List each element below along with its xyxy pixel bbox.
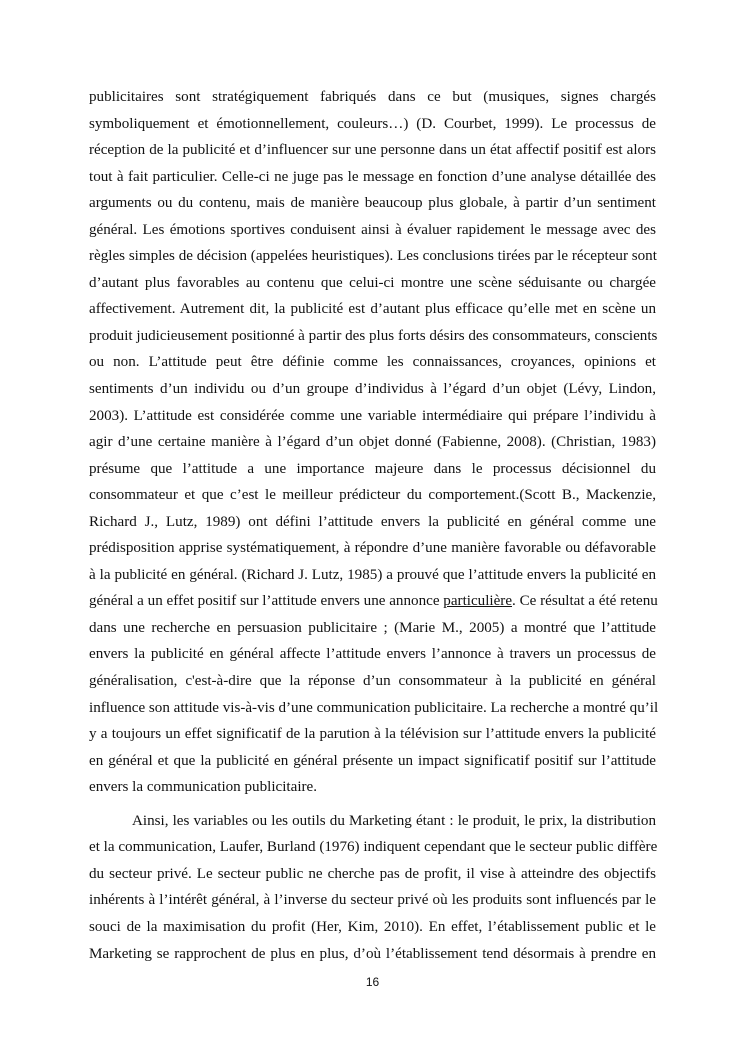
text-line: en général et que la publicité en général présente un impact significatif positif sur l’attitude bbox=[89, 752, 656, 769]
text-line: symboliquement et émotionnellement, couleurs…) (D. Courbet, 1999). Le processus de bbox=[89, 115, 656, 132]
text-line: 2003). L’attitude est considérée comme une variable intermédiaire qui prépare l’individu à bbox=[89, 407, 656, 424]
text-line: et la communication, Laufer, Burland (1976) indiquent cependant que le secteur public diffère bbox=[89, 839, 658, 856]
line-segment: . Ce résultat a été retenu bbox=[512, 593, 658, 610]
text-line: publicitaires sont stratégiquement fabriqués dans ce but (musiques, signes chargés bbox=[89, 89, 656, 105]
text-line: arguments ou du contenu, mais de manière beaucoup plus globale, à partir d’un sentiment bbox=[89, 195, 656, 212]
paragraph-first-line: Ainsi, les variables ou les outils du Marketing étant : le produit, le prix, la distribution bbox=[132, 812, 656, 829]
text-line: inhérents à l’intérêt général, à l’inverse du secteur privé où les produits sont influencés par le bbox=[89, 892, 656, 909]
text-line: tout à fait particulier. Celle-ci ne juge pas le message en fonction d’une analyse détaillée des bbox=[89, 168, 656, 185]
text-line: du secteur privé. Le secteur public ne cherche pas de profit, il vise à atteindre des objectifs bbox=[89, 865, 656, 882]
text-line: sentiments d’un individu ou d’un groupe d’individus à l’égard d’un objet (Lévy, Lindon, bbox=[89, 381, 656, 398]
underlined-word: particulière bbox=[443, 593, 513, 610]
text-line: envers la communication publicitaire. bbox=[89, 779, 318, 796]
text-line: prédisposition apprise systématiquement, à répondre d’une manière favorable ou défavorable bbox=[89, 540, 656, 557]
text-line: généralisation, c'est-à-dire que la réponse d’un consommateur à la publicité en général bbox=[89, 673, 656, 690]
text-line: d’autant plus favorables au contenu que celui-ci montre une scène séduisante ou chargée bbox=[89, 274, 656, 291]
body-text bbox=[89, 84, 659, 967]
line-segment: général a un effet positif sur l’attitude envers une annonce bbox=[89, 593, 444, 610]
page-number: 16 bbox=[365, 975, 380, 989]
text-line: influence son attitude vis-à-vis d’une communication publicitaire. La recherche a montré qu’il bbox=[89, 699, 659, 716]
text-line: Marketing se rapprochent de plus en plus, d’où l’établissement tend désormais à prendre en bbox=[89, 945, 656, 962]
text-line: ou non. L’attitude peut être définie comme les connaissances, croyances, opinions et bbox=[89, 354, 656, 371]
text-line: agir d’une certaine manière à l’égard d’un objet donné (Fabienne, 2008). (Christian, 1983) bbox=[89, 434, 656, 451]
text-line: affectivement. Autrement dit, la publicité est d’autant plus efficace qu’elle met en scène un bbox=[89, 301, 656, 318]
text-line: règles simples de décision (appelées heuristiques). Les conclusions tirées par le récepteur sont bbox=[89, 248, 657, 265]
text-line: dans une recherche en persuasion publicitaire ; (Marie M., 2005) a montré que l’attitude bbox=[89, 619, 656, 636]
text-line: souci de la maximisation du profit (Her, Kim, 2010). En effet, l’établissement public et le bbox=[89, 918, 656, 935]
text-line: présume que l’attitude a une importance majeure dans le processus décisionnel du bbox=[89, 460, 656, 477]
text-line: général. Les émotions sportives conduisent ainsi à évaluer rapidement le message avec des bbox=[89, 221, 656, 238]
text-line-with-underline bbox=[89, 588, 656, 615]
text-line: consommateur et que c’est le meilleur prédicteur du comportement.(Scott B., Mackenzie, bbox=[89, 487, 656, 504]
text-line: à la publicité en général. (Richard J. Lutz, 1985) a prouvé que l’attitude envers la publicité en bbox=[89, 566, 656, 583]
text-line: Richard J., Lutz, 1989) ont défini l’attitude envers la publicité en général comme une bbox=[89, 513, 656, 530]
text-line: envers la publicité en général affecte l’attitude envers l’annonce à travers un processus de bbox=[89, 646, 656, 663]
text-line: y a toujours un effet significatif de la parution à la télévision sur l’attitude envers la publicité bbox=[89, 726, 656, 743]
text-line: réception de la publicité et d’influencer sur une personne dans un état affectif positif est alors bbox=[89, 142, 656, 159]
text-line: produit judicieusement positionné à partir des plus forts désirs des consommateurs, conscients bbox=[89, 327, 658, 344]
